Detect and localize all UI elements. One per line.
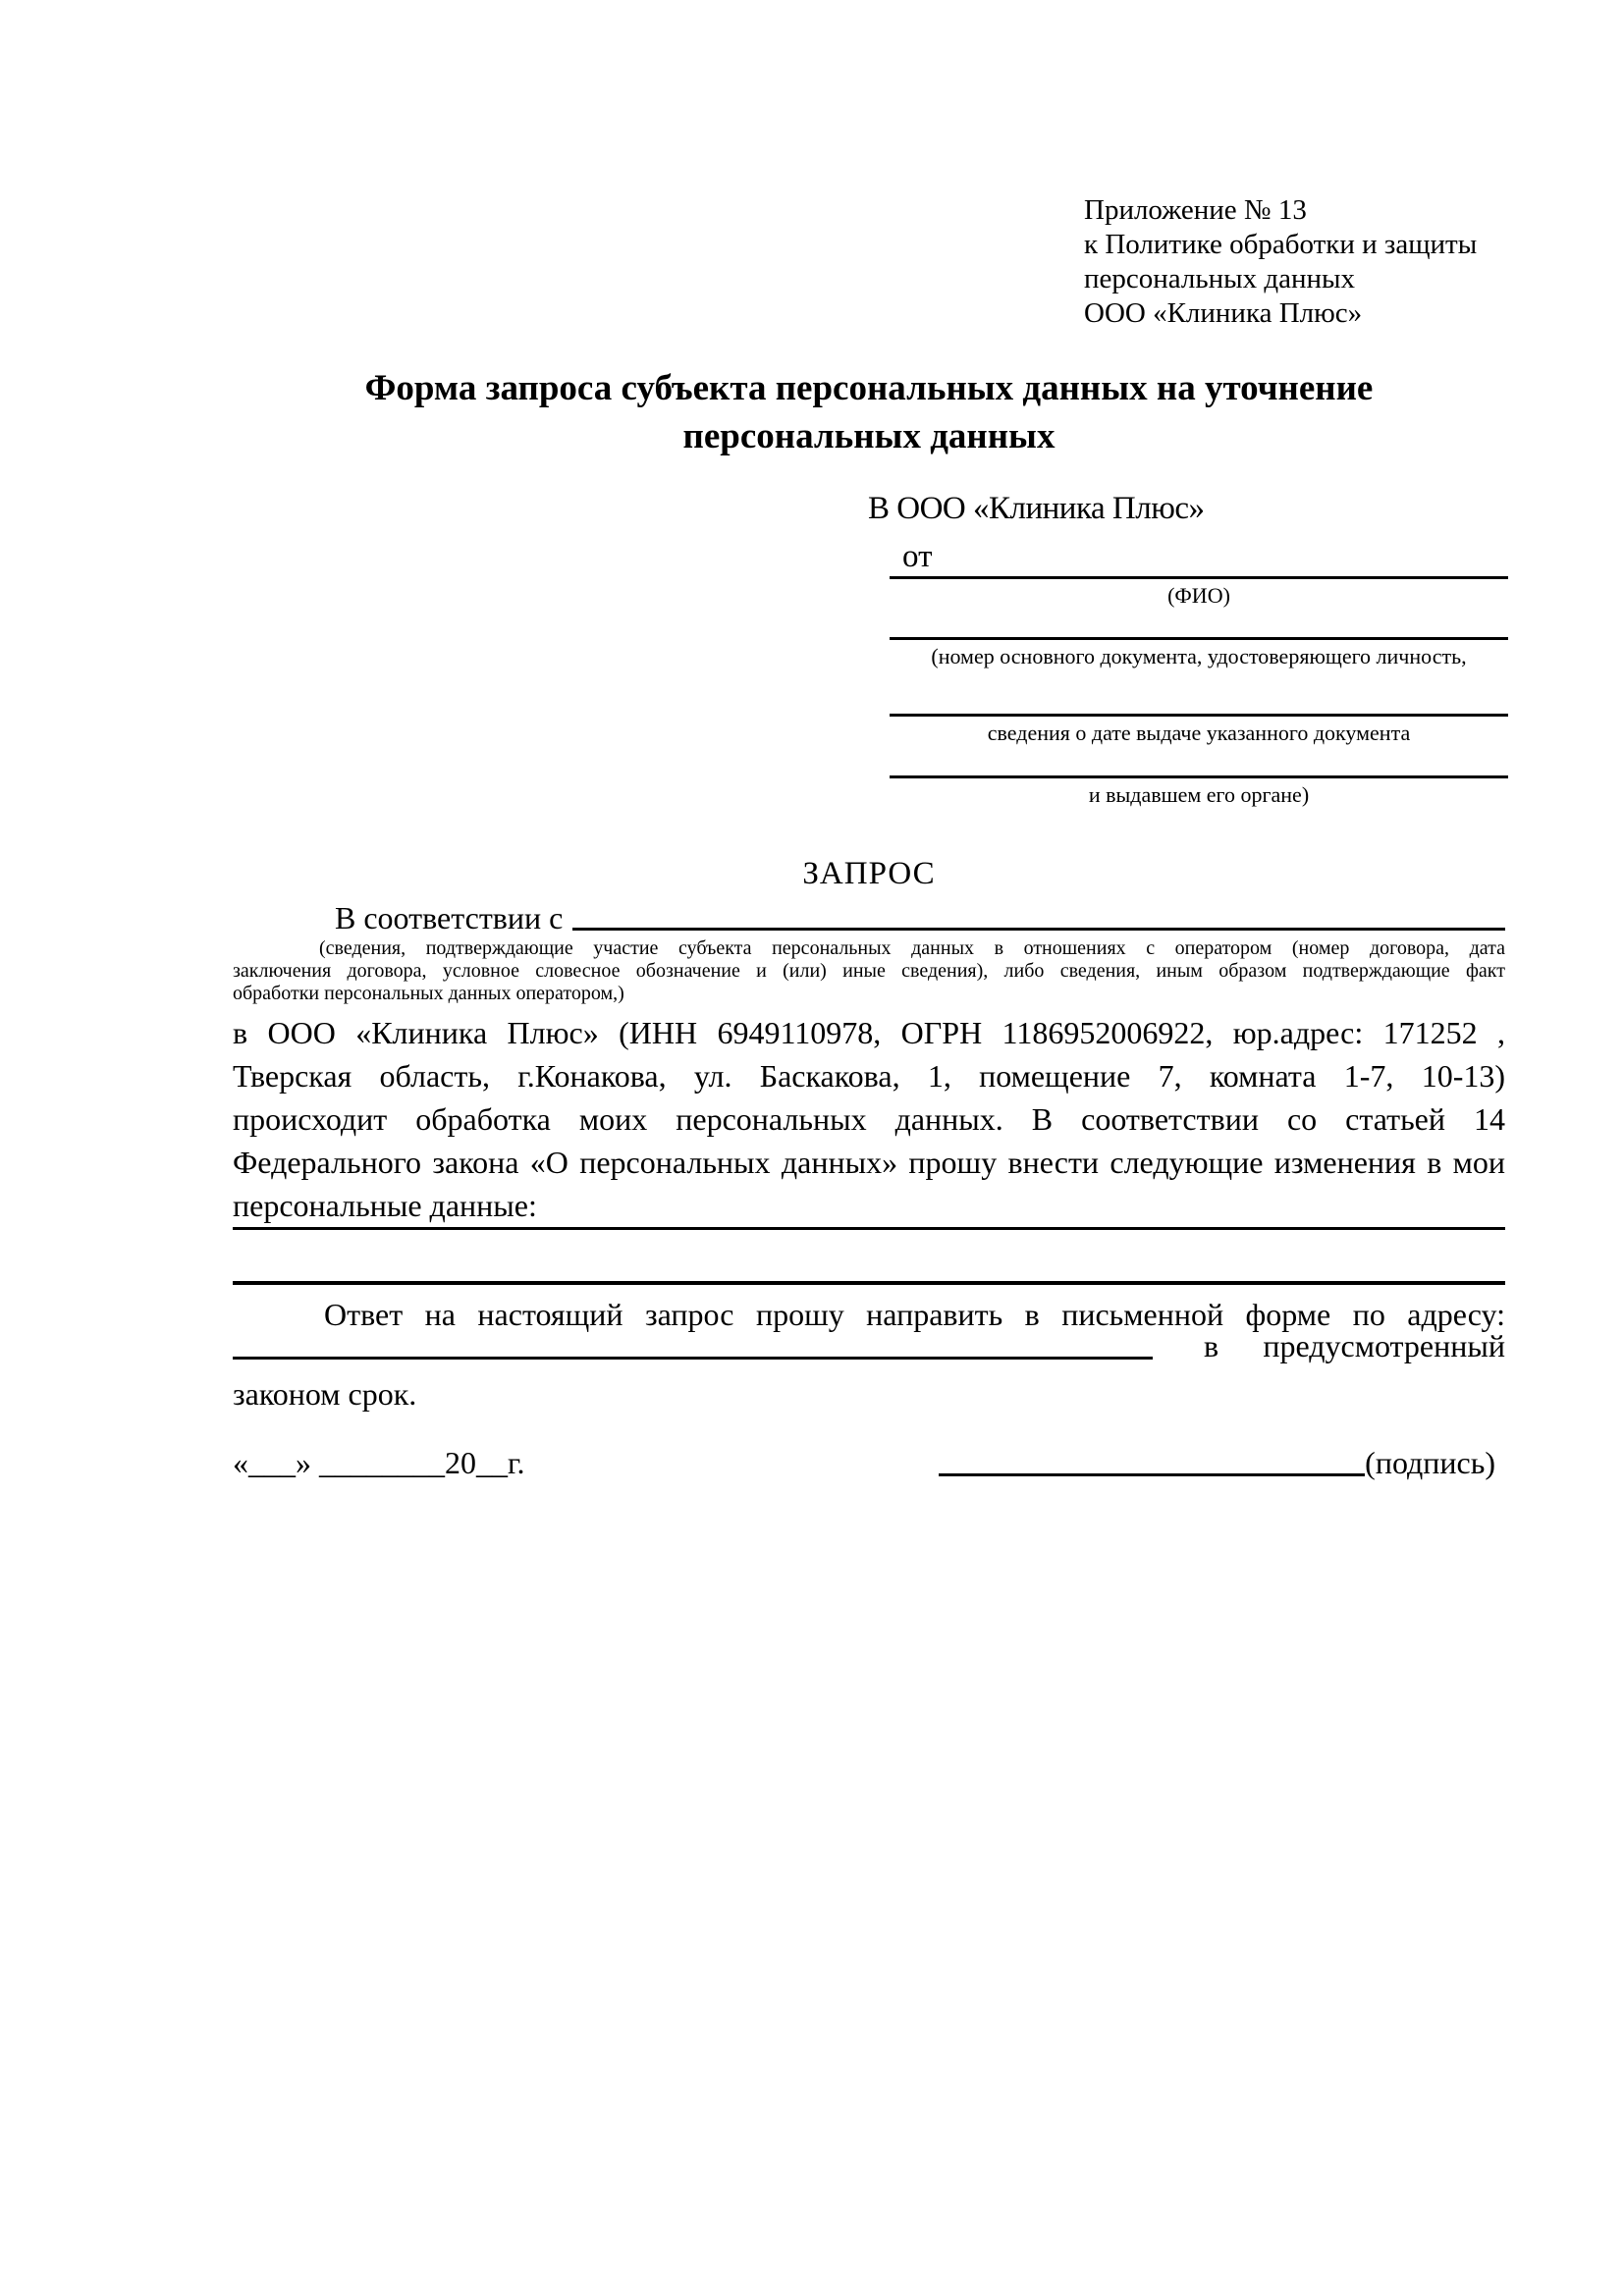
signature-caption: (подпись) [1365,1445,1495,1480]
accordance-row [233,899,1505,936]
accordance-prefix: В соответствии с [335,900,564,935]
field-fio [890,576,1508,609]
request-body [233,1011,1505,1227]
body-line: персональные данные: [233,1188,537,1223]
reply-tail: законом срок. [233,1376,417,1412]
signature-line [939,1473,1365,1476]
body-line: происходит обработка моих персональных данных. В соответствии со статьей 14 [233,1101,1505,1137]
form-title-line: персональных данных [682,416,1056,456]
signature-row [939,1445,1495,1481]
field-issuing-authority-caption: и выдавшем его органе) [1088,782,1310,807]
field-document-number [890,637,1508,669]
body-line: Тверская область, г.Конакова, ул. Баскакова, 1, помещение 7, комната 1-7, 10-13) [233,1058,1505,1094]
request-heading: ЗАПРОС [802,856,936,891]
body-line: Федерального закона «О персональных данных» прошу внести следующие изменения в мои [233,1145,1505,1180]
accordance-blank-line [572,928,1505,931]
reply-word-v: в [1204,1328,1219,1363]
fine-print-line: (сведения, подтверждающие участие субъекта персональных данных в отношениях с оператором (номер договора, дата [319,937,1505,959]
fine-print-line: заключения договора, условное словесное обозначение и (или) иные сведения), либо сведения, иным образом подтверждающие факт [233,960,1505,982]
appendix-line: персональных данных [1084,263,1356,294]
blank-write-line-1 [233,1227,1505,1230]
field-issue-date [890,714,1508,746]
appendix-line: к Политике обработки и защиты [1084,229,1478,260]
field-issuing-authority [890,775,1508,808]
body-line: в ООО «Клиника Плюс» (ИНН 6949110978, ОГРН 1186952006922, юр.адрес: 171252 , [233,1015,1505,1050]
appendix-line: ООО «Клиника Плюс» [1084,297,1363,329]
reply-address-blank-line [233,1357,1153,1360]
addressee-organization: В ООО «Клиника Плюс» [868,491,1205,526]
fine-print-line: обработки персональных данных оператором,) [233,983,624,1004]
appendix-line: Приложение № 13 [1084,194,1307,226]
appendix-note [1084,193,1477,331]
form-title [233,364,1505,460]
reply-word-predusmotrenny: предусмотренный [1263,1328,1505,1363]
field-fio-caption: (ФИО) [1167,583,1230,608]
fine-print-note [233,937,1505,1005]
form-title-line: Форма запроса субъекта персональных данных на уточнение [364,368,1374,408]
reply-paragraph: Ответ на настоящий запрос прошу направить в письменной форме по адресу: [324,1297,1505,1332]
date-blank: «___» ________20__г. [233,1445,525,1480]
field-document-number-caption: (номер основного документа, удостоверяющего личность, [931,644,1467,668]
field-issue-date-caption: сведения о дате выдаче указанного документа [987,721,1411,745]
blank-write-line-2 [233,1281,1505,1285]
from-label: от [902,539,933,574]
reply-address-row [233,1325,1505,1364]
